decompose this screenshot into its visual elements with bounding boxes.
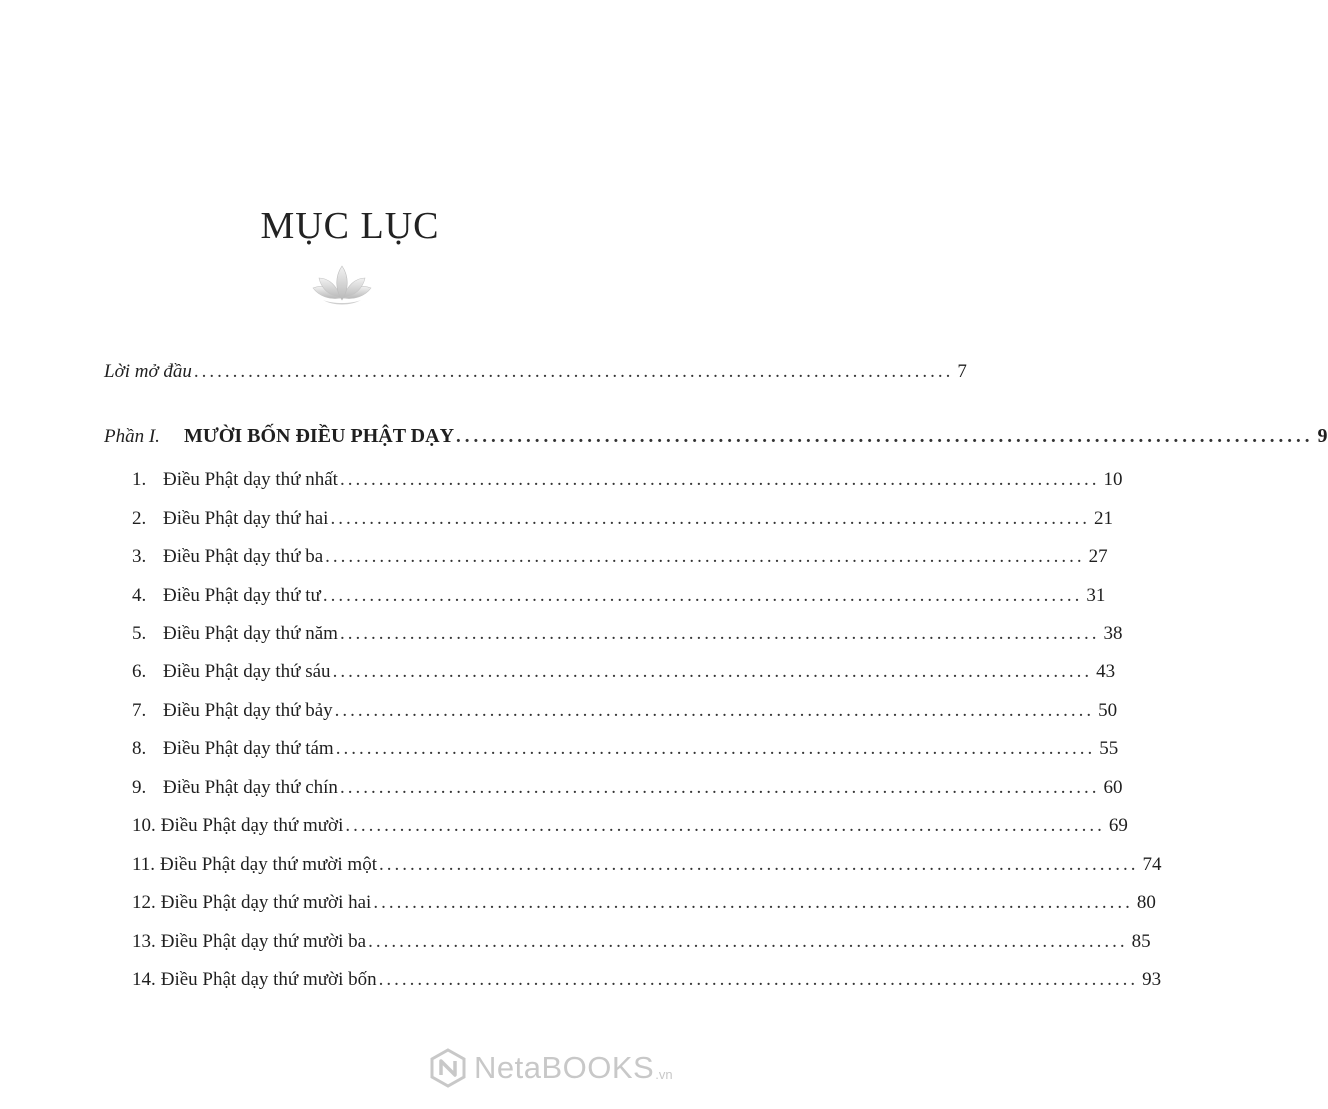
entry-page: 74 xyxy=(1142,854,1162,875)
part-prefix: Phần I. xyxy=(104,426,160,447)
entry-title: Điều Phật dạy thứ nhất xyxy=(163,469,338,490)
entry-number: 3. xyxy=(132,546,147,567)
page-title: MỤC LỤC xyxy=(260,205,440,247)
toc-leader: .................................................................................................. xyxy=(322,585,1083,606)
entry-page: 31 xyxy=(1086,585,1106,606)
toc-leader: .................................................................................................. xyxy=(193,361,954,382)
entry-page: 60 xyxy=(1103,777,1123,798)
part-page: 9 xyxy=(1317,425,1328,447)
entry-page: 93 xyxy=(1142,969,1162,990)
entry-number: 1. xyxy=(132,469,147,490)
entry-page: 50 xyxy=(1098,700,1118,721)
toc-intro-page: 7 xyxy=(957,361,967,382)
toc-entry[interactable] xyxy=(132,621,1123,647)
entry-page: 38 xyxy=(1103,623,1123,644)
toc-leader: .................................................................................................. xyxy=(345,815,1105,836)
toc-entry[interactable] xyxy=(132,890,1156,916)
toc-leader: .................................................................................................. xyxy=(332,661,1093,682)
toc-leader: .................................................................................................. xyxy=(325,546,1085,567)
toc-entry[interactable] xyxy=(132,583,1106,609)
toc-entry[interactable] xyxy=(132,775,1123,801)
entry-number: 9. xyxy=(132,777,147,798)
toc-intro-row[interactable] xyxy=(104,359,967,385)
toc-leader: .................................................................................................. xyxy=(339,623,1100,644)
part-title: MƯỜI BỐN ĐIỀU PHẬT DẠY xyxy=(184,425,455,447)
toc-leader: .................................................................................................. xyxy=(456,426,1314,447)
toc-leader: .................................................................................................. xyxy=(368,931,1128,952)
entry-number: 8. xyxy=(132,738,147,759)
toc-leader: .................................................................................................. xyxy=(339,777,1100,798)
toc-part-row[interactable] xyxy=(104,423,1328,450)
toc-entry[interactable] xyxy=(132,852,1162,878)
entry-title: Điều Phật dạy thứ mười ba xyxy=(160,931,367,952)
toc-leader: .................................................................................................. xyxy=(378,969,1139,990)
entry-title: Điều Phật dạy thứ chín xyxy=(163,777,338,798)
entry-number: 6. xyxy=(132,661,147,682)
entry-page: 80 xyxy=(1136,892,1156,913)
toc-entry[interactable] xyxy=(132,659,1116,685)
toc-leader: .................................................................................................. xyxy=(378,854,1139,875)
toc-entry[interactable] xyxy=(132,736,1119,762)
entry-page: 27 xyxy=(1088,546,1108,567)
entry-number: 7. xyxy=(132,700,147,721)
entry-number: 4. xyxy=(132,585,147,606)
toc-leader: .................................................................................................. xyxy=(339,469,1100,490)
watermark xyxy=(428,1048,673,1088)
entry-page: 43 xyxy=(1096,661,1116,682)
entry-number: 2. xyxy=(132,508,147,529)
toc-entry[interactable] xyxy=(132,467,1123,493)
toc-leader: .................................................................................................. xyxy=(373,892,1133,913)
entry-title: Điều Phật dạy thứ bảy xyxy=(163,700,333,721)
watermark-brand: NetaBOOKS xyxy=(474,1050,655,1085)
entry-title: Điều Phật dạy thứ năm xyxy=(163,623,338,644)
netabooks-logo-icon xyxy=(428,1048,468,1088)
toc-entry[interactable] xyxy=(132,929,1151,955)
watermark-tld: .vn xyxy=(655,1066,673,1082)
entry-page: 55 xyxy=(1099,738,1119,759)
entry-number: 11. xyxy=(132,854,156,875)
entry-title: Điều Phật dạy thứ mười hai xyxy=(160,892,372,913)
entry-title: Điều Phật dạy thứ sáu xyxy=(163,661,331,682)
toc-entry[interactable] xyxy=(132,698,1118,724)
entry-title: Điều Phật dạy thứ hai xyxy=(163,508,329,529)
toc-leader: .................................................................................................. xyxy=(334,700,1095,721)
toc-entry[interactable] xyxy=(132,544,1108,570)
toc-leader: .................................................................................................. xyxy=(330,508,1090,529)
lotus-icon xyxy=(311,264,373,306)
entry-number: 14. xyxy=(132,969,156,990)
entry-page: 85 xyxy=(1131,931,1151,952)
entry-page: 21 xyxy=(1093,508,1113,529)
toc-intro-label: Lời mở đầu xyxy=(104,361,192,382)
entry-number: 10. xyxy=(132,815,156,836)
entry-page: 69 xyxy=(1108,815,1128,836)
toc-entry[interactable] xyxy=(132,813,1128,839)
entry-title: Điều Phật dạy thứ mười xyxy=(160,815,344,836)
entry-title: Điều Phật dạy thứ tám xyxy=(163,738,334,759)
entry-title: Điều Phật dạy thứ mười bốn xyxy=(160,969,377,990)
entry-title: Điều Phật dạy thứ tư xyxy=(163,585,321,606)
toc-entry[interactable] xyxy=(132,967,1162,993)
toc-leader: .................................................................................................. xyxy=(335,738,1096,759)
entry-number: 5. xyxy=(132,623,147,644)
entry-title: Điều Phật dạy thứ ba xyxy=(163,546,324,567)
entry-number: 12. xyxy=(132,892,156,913)
entry-page: 10 xyxy=(1103,469,1123,490)
entry-title: Điều Phật dạy thứ mười một xyxy=(160,854,377,875)
toc-entry[interactable] xyxy=(132,506,1113,532)
entry-number: 13. xyxy=(132,931,156,952)
